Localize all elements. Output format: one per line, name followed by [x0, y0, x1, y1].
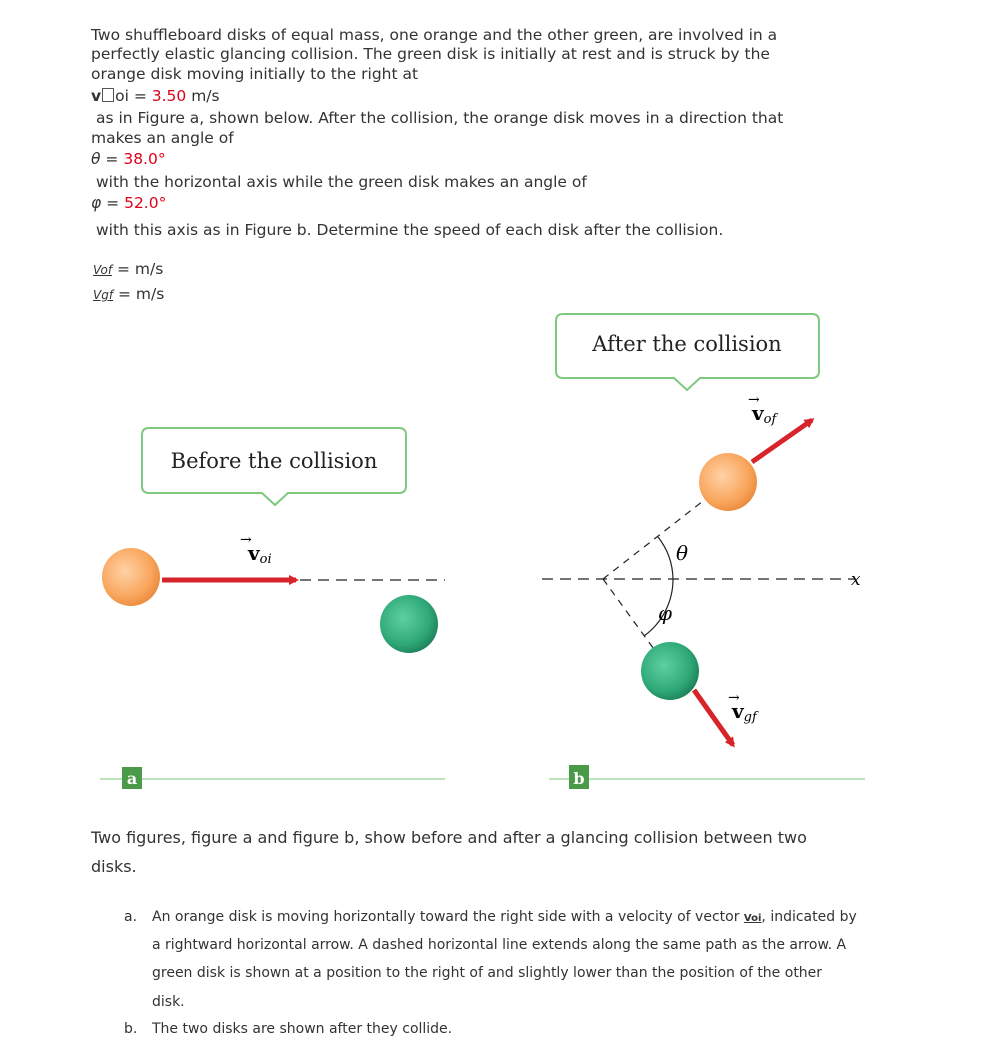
- before-collision-bubble: [142, 428, 406, 505]
- after-collision-label: After the collision: [592, 332, 782, 356]
- item-a-line-2: a rightward horizontal arrow. A dashed horizontal line extends along the same path as the arrow. A: [152, 937, 847, 953]
- voi-value: 3.50: [151, 87, 187, 105]
- theta-symbol: θ: [91, 150, 101, 168]
- before-collision-label: Before the collision: [170, 449, 378, 473]
- vof-label: Vof: [93, 263, 113, 277]
- voi-vector-label: voi: [248, 541, 272, 567]
- green-path-dashed: [603, 579, 656, 652]
- problem-line-1: Two shuffleboard disks of equal mass, one orange and the other green, are involved in a: [91, 26, 778, 44]
- voi-given: v oi = 3.50 m/s: [91, 87, 220, 105]
- green-disk-before: [380, 595, 438, 653]
- vgf-label: Vgf: [93, 288, 114, 302]
- answer-vgf-row[interactable]: Vgf = m/s: [93, 285, 165, 303]
- vof-unit: m/s: [134, 260, 164, 278]
- after-collision-bubble: [556, 314, 819, 390]
- panel-a-label: a: [126, 769, 138, 788]
- problem-line-7: with this axis as in Figure b. Determine the speed of each disk after the collision.: [96, 221, 724, 239]
- theta-value: 38.0°: [123, 150, 166, 168]
- item-b-text: The two disks are shown after they collide.: [152, 1021, 453, 1037]
- x-axis-label: x: [851, 570, 861, 590]
- vgf-vector-label: vgf: [732, 699, 757, 725]
- theta-label: θ: [676, 541, 689, 565]
- phi-label: φ: [658, 601, 673, 625]
- problem-line-6: with the horizontal axis while the green disk makes an angle of: [96, 173, 587, 191]
- problem-line-5: makes an angle of: [91, 129, 234, 147]
- phi-given: φ = 52.0°: [91, 194, 167, 212]
- problem-line-3: orange disk moving initially to the right at: [91, 65, 419, 83]
- item-a-marker: a.: [124, 909, 138, 925]
- collision-figure: [0, 300, 984, 800]
- theta-given: θ = 38.0°: [91, 150, 166, 168]
- theta-arc: [658, 537, 673, 579]
- orange-path-dashed: [603, 494, 712, 579]
- item-a-vec: Voi: [743, 913, 762, 924]
- vgf-overarrow: →: [728, 690, 740, 706]
- orange-disk-before: [102, 548, 160, 606]
- vof-arrow: [752, 420, 812, 462]
- item-a-line-1: An orange disk is moving horizontally toward the right side with a velocity of vector Voi, indicated by: [152, 909, 857, 925]
- voi-sub: oi: [115, 87, 129, 105]
- vof-overarrow: →: [748, 392, 760, 408]
- problem-line-2: perfectly elastic glancing collision. The green disk is initially at rest and is struck by the: [91, 45, 770, 63]
- item-b-marker: b.: [124, 1021, 138, 1037]
- vgf-unit: m/s: [135, 285, 165, 303]
- caption-line-1: Two figures, figure a and figure b, show before and after a glancing collision between two: [91, 828, 807, 847]
- phi-value: 52.0°: [124, 194, 167, 212]
- item-a-line-4: disk.: [152, 994, 185, 1010]
- caption-line-2: disks.: [91, 857, 137, 876]
- item-a-line-3: green disk is shown at a position to the right of and slightly lower than the position of the other: [152, 965, 823, 981]
- voi-symbol: v: [91, 87, 102, 105]
- voi-overarrow: →: [240, 532, 252, 548]
- problem-line-4: as in Figure a, shown below. After the collision, the orange disk moves in a direction that: [96, 109, 784, 127]
- panel-b-label: b: [573, 769, 585, 788]
- green-disk-after: [641, 642, 699, 700]
- orange-disk-after: [699, 453, 757, 511]
- missing-glyph-icon: [102, 88, 114, 102]
- answer-vof-row[interactable]: Vof = m/s: [93, 260, 164, 278]
- phi-symbol: φ: [91, 194, 102, 212]
- voi-unit: m/s: [191, 87, 220, 105]
- vof-vector-label: vof: [752, 401, 777, 427]
